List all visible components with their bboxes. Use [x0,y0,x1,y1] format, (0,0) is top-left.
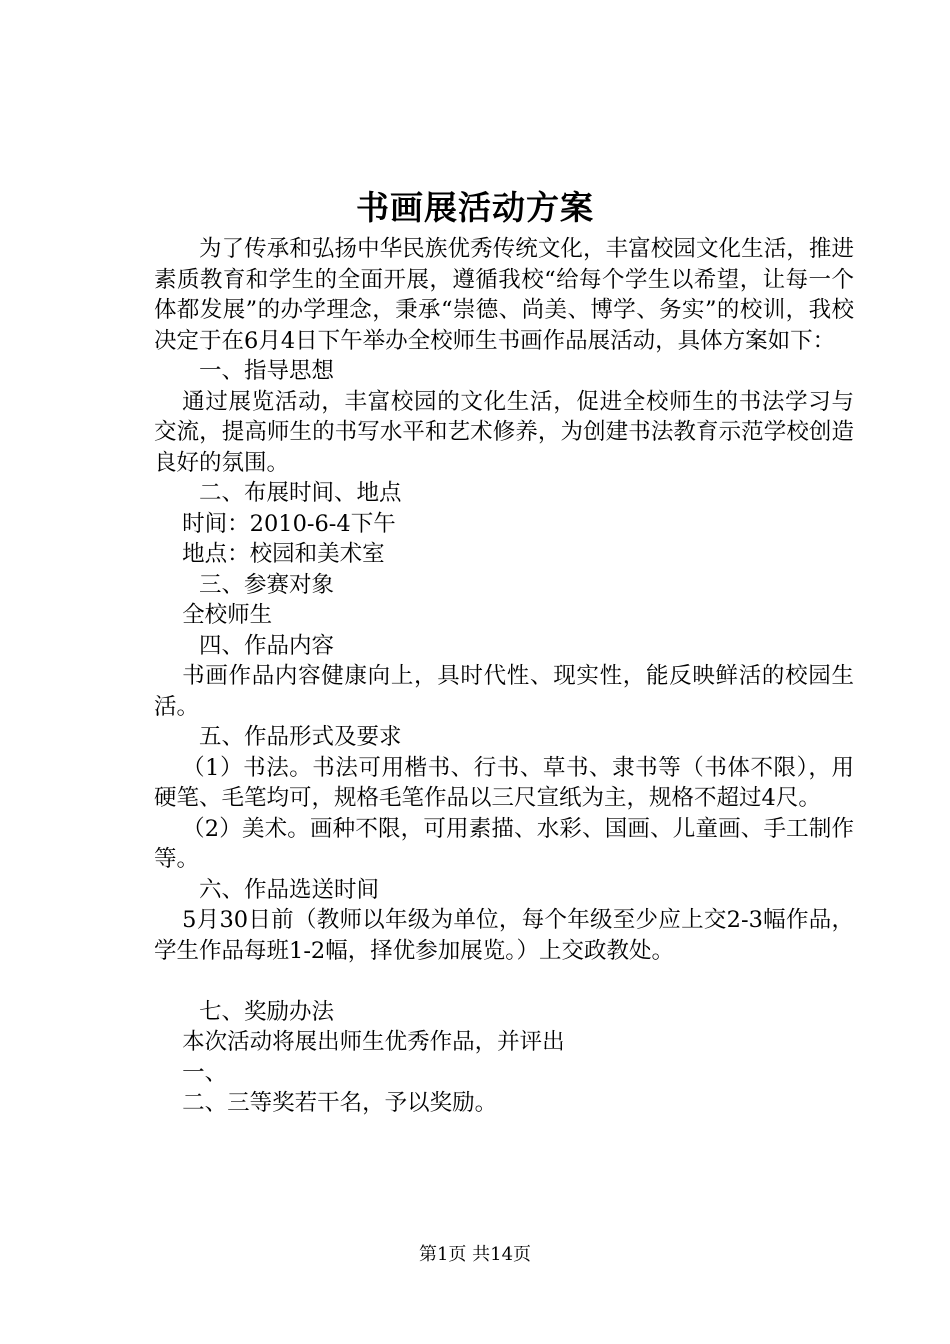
page-footer: 第1页 共14页 [418,1244,532,1265]
paragraph: 地点：校园和美术室 [182,541,385,567]
paragraph: 全校师生 [182,602,273,628]
paragraph: （2）美术。画种不限，可用素描、水彩、国画、儿童画、手工制作等。 [154,815,854,872]
section-heading: 五、作品形式及要求 [199,724,402,750]
paragraph: 通过展览活动，丰富校园的文化生活，促进全校师生的书法学习与交流，提高师生的书写水平和艺术修养，为创建书法教育示范学校创造良好的氛围。 [154,388,854,476]
section-heading: 二、布展时间、地点 [199,480,402,506]
paragraph: 书画作品内容健康向上，具时代性、现实性，能反映鲜活的校园生活。 [154,663,854,720]
paragraph: （1）书法。书法可用楷书、行书、草书、隶书等（书体不限），用硬笔、毛笔均可，规格毛笔作品以三尺宣纸为主，规格不超过4尺。 [154,754,854,811]
section-heading: 一、指导思想 [199,358,335,384]
section-heading: 三、参赛对象 [199,571,335,598]
blank-line [154,966,854,997]
section-heading: 六、作品选送时间 [199,876,380,903]
paragraph: 时间：2010-6-4下午 [182,510,396,537]
intro-paragraph: 为了传承和弘扬中华民族优秀传统文化，丰富校园文化生活，推进素质教育和学生的全面开展，遵循我校“给每个学生以希望，让每一个体都发展”的办学理念，秉承“崇德、尚美、博学、务实”的校训，我校决定于在6月4日下午举办全校师生书画作品展活动，具体方案如下： [154,236,854,354]
document-body [154,234,854,1119]
paragraph: 一、 [182,1059,228,1086]
document-title: 书画展活动方案 [356,188,594,227]
section-heading: 七、奖励办法 [199,998,335,1025]
paragraph: 5月30日前（教师以年级为单位，每个年级至少应上交2-3幅作品，学生作品每班1-2幅，择优参加展览。）上交政教处。 [154,907,854,964]
section-heading: 四、作品内容 [199,632,335,659]
paragraph: 二、三等奖若干名，予以奖励。 [182,1090,498,1116]
paragraph: 本次活动将展出师生优秀作品，并评出 [182,1029,565,1055]
